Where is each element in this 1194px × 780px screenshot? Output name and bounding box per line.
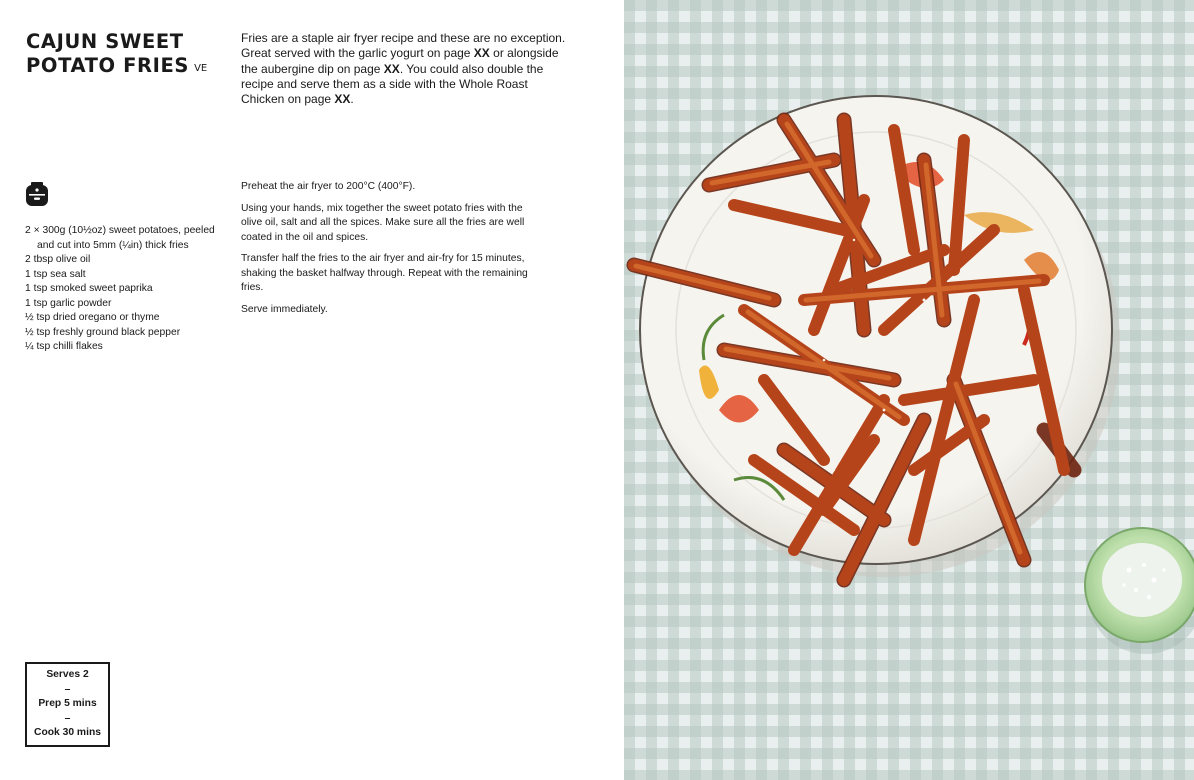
ingredient-item: 1 tsp garlic powder bbox=[25, 297, 112, 309]
ingredient-item: 1 tsp smoked sweet paprika bbox=[25, 283, 153, 294]
method-step: Transfer half the fries to the air fryer and air-fry for 15 minutes, shaking the basket halfway through. Repeat with the remaining fries. bbox=[241, 253, 528, 293]
intro-text: . You could also double the recipe and serve them as a side with the Whole Roast Chicken on page bbox=[241, 61, 544, 107]
recipe-title bbox=[26, 30, 231, 81]
separator: – bbox=[64, 712, 71, 724]
ingredient-item: 2 tbsp olive oil bbox=[25, 254, 91, 265]
method-step: Serve immediately. bbox=[241, 303, 328, 315]
page-ref: XX bbox=[383, 61, 400, 76]
ingredient-item: ½ tsp freshly ground black pepper bbox=[25, 326, 181, 338]
air-fryer-icon bbox=[25, 181, 49, 207]
recipe-photo bbox=[624, 0, 1194, 780]
page-ref: XX bbox=[334, 92, 351, 107]
ingredient-item: ¼ tsp chilli flakes bbox=[25, 341, 103, 352]
recipe-info-box bbox=[25, 662, 110, 747]
serves-text: Serves 2 bbox=[46, 669, 89, 681]
recipe-intro bbox=[241, 31, 571, 107]
page-ref: XX bbox=[473, 46, 490, 61]
vegan-tag: VE bbox=[194, 63, 208, 74]
ingredient-item: 1 tsp sea salt bbox=[25, 268, 86, 280]
method-steps bbox=[241, 180, 541, 324]
title-line-2 bbox=[26, 54, 231, 81]
ingredient-item: 2 × 300g (10½oz) sweet potatoes, peeled and cut into 5mm (¼in) thick fries bbox=[25, 225, 215, 251]
ingredients-list bbox=[25, 224, 230, 355]
intro-text: . bbox=[350, 92, 354, 107]
method-step: Preheat the air fryer to 200°C (400°F). bbox=[241, 181, 416, 192]
cook-time: Cook 30 mins bbox=[34, 727, 101, 739]
separator: – bbox=[64, 683, 71, 695]
title-line-2-text: POTATO FRIES bbox=[26, 54, 190, 77]
intro-text: or alongside the aubergine dip on page bbox=[241, 46, 559, 76]
title-line-1: CAJUN SWEET bbox=[26, 30, 184, 53]
intro-text: Fries are a staple air fryer recipe and these are no exception. Great served with the garlic yogurt on page bbox=[241, 31, 566, 61]
method-step: Using your hands, mix together the sweet potato fries with the olive oil, salt and all the spices. Make sure all the fries are well coated in the oil and spices. bbox=[241, 202, 525, 243]
ingredient-item: ½ tsp dried oregano or thyme bbox=[25, 312, 160, 323]
prep-time: Prep 5 mins bbox=[38, 698, 97, 710]
